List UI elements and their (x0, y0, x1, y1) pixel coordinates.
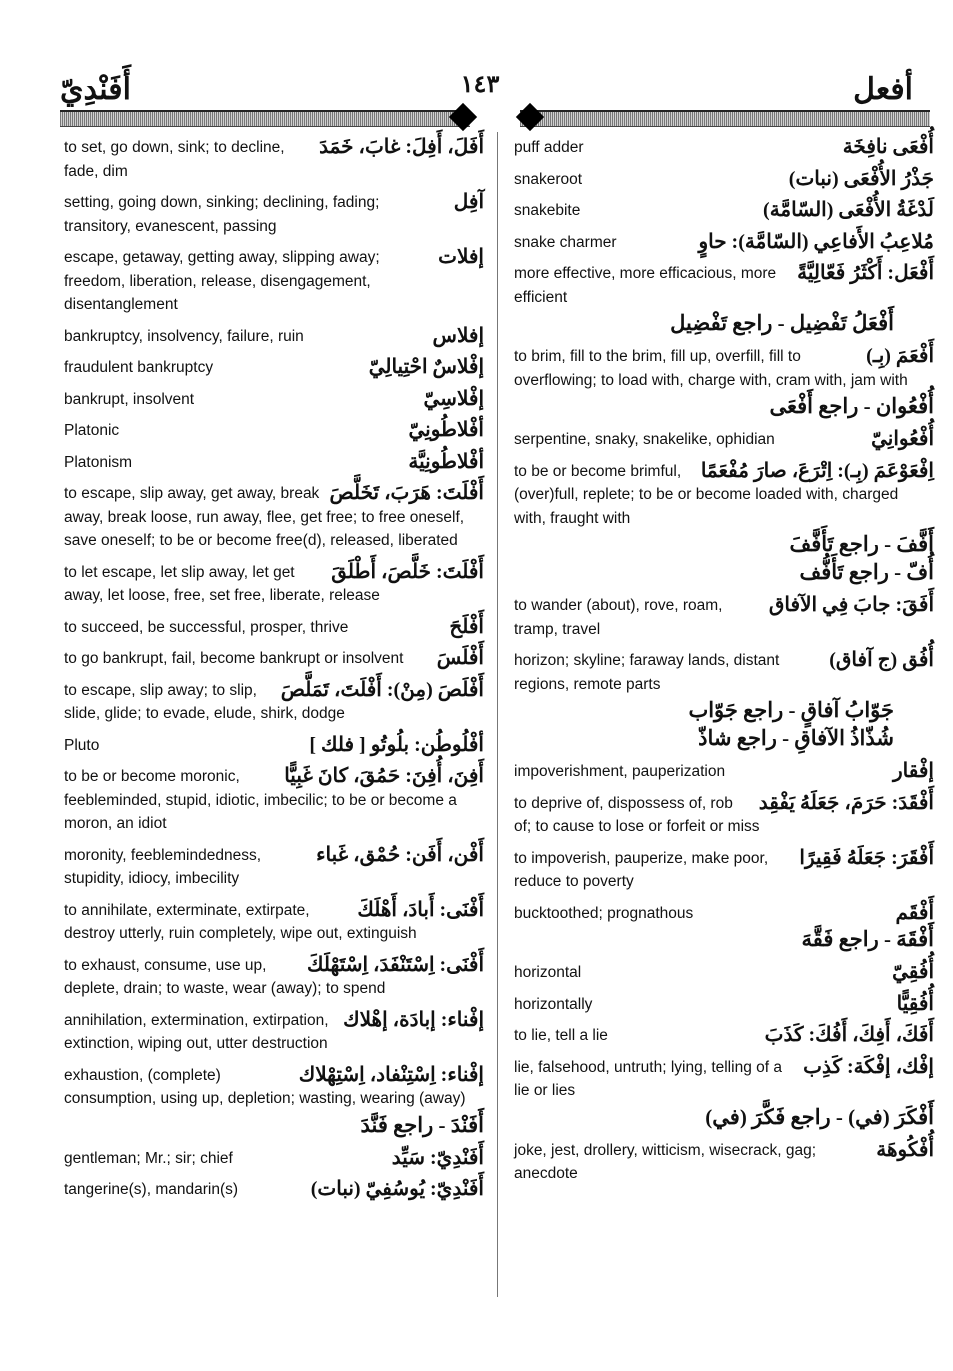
english-definition: serpentine, snaky, snakelike, ophidian (514, 431, 775, 448)
cross-reference: أَفْكَرَ (في) - راجع فَكَّرَ (في) (705, 1104, 934, 1129)
dictionary-entry (64, 451, 484, 475)
cross-reference: أَفْعَلُ تَفْضِيل - راجع تَفْضِيل (670, 311, 894, 335)
dictionary-entry (514, 847, 934, 894)
dictionary-entry (64, 388, 484, 412)
arabic-headword: لَدْغَةُ الأُفْعَى (السّامَّة) (763, 199, 934, 221)
english-definition: snake charmer (514, 233, 617, 251)
arabic-headword: أَفِنَ، أُفِنَ: حَمُقَ، كانَ غَبِيًّا (284, 765, 484, 787)
dictionary-entry (514, 136, 934, 160)
arabic-headword: أفْلاطُونِيّ (408, 419, 484, 441)
english-definition: annihilation, extermination, extirpation, extinction, wiping out, utter destruction (64, 1011, 329, 1052)
dictionary-entry (514, 649, 934, 696)
arabic-headword: جَذْرُ الأُفْعَى (نبات) (788, 167, 934, 190)
dictionary-entry (514, 961, 934, 985)
english-definition: puff adder (514, 139, 584, 156)
dictionary-entry (64, 1147, 484, 1171)
cross-reference: جَوّابُ آفاقٍ - راجع جَوّاب (688, 698, 894, 722)
dictionary-entry (514, 262, 934, 309)
dictionary-entry (64, 356, 484, 380)
english-definition: horizontal (514, 964, 582, 981)
english-definition: to deprive of, dispossess of, rob of; to cause to lose or forfeit or miss (514, 794, 760, 835)
arabic-headword: أَفَقَ: جابَ فِي الآفاق (768, 594, 934, 616)
arabic-headword: أَفَنْدِيّ: سَيِّد (391, 1146, 484, 1169)
dictionary-entry (514, 168, 934, 192)
english-definition: to let escape, let slip away, let get away, let loose, free, set free, liberate, release (64, 563, 380, 604)
left-column (64, 136, 484, 1202)
dictionary-entry (64, 191, 484, 238)
english-definition: moronity, feeblemindedness, stupidity, idiocy, imbecility (64, 846, 262, 887)
dictionary-entry (514, 1056, 934, 1103)
english-definition: to escape, slip away, get away, break away, break loose, run away, flee, get free; to free oneself, save oneself; to be or become free(d), released, liberated (64, 485, 465, 549)
english-definition: Pluto (64, 736, 100, 754)
dictionary-entry (64, 647, 484, 671)
arabic-headword: إفْك، إفْكَة: كَذِب (803, 1055, 934, 1078)
dictionary-entry (514, 460, 934, 531)
cross-reference: أَفْقَهَ - راجع فَقَّهَ (801, 927, 934, 951)
arabic-headword: أَفْن، أَفَن: حُمْق، غَباء (316, 843, 484, 866)
arabic-headword: أَفْقَدَ: حَرَمَ، جَعَلَهُ يَفْقِد (758, 791, 934, 814)
dictionary-entry (64, 899, 484, 946)
english-definition: to be or become brimful, (over)full, replete; to be or become loaded with, charged with, fraught with (514, 462, 899, 527)
english-definition: to annihilate, exterminate, extirpate, destroy utterly, ruin completely, wipe out, extinguish (64, 901, 417, 942)
english-definition: to brim, fill to the brim, fill up, overfill, fill to overflowing; to load with, charge with, cram with, jam with (514, 348, 908, 389)
right-column (514, 136, 934, 1186)
english-definition: Platonism (64, 453, 133, 471)
cross-reference: أَفَنْدَ - راجع فَنَّدَ (360, 1112, 484, 1137)
arabic-headword: أَفْقَرَ: جَعَلَهُ فَقِيرًا (799, 846, 934, 869)
cross-reference: أُفْعُوان - راجع أَفْعَى (769, 394, 934, 418)
arabic-headword: أَفْلَصَ (مِنْ): أَفْلَتَ، تَمَلَّصَ (280, 678, 484, 701)
arabic-headword: أَفَكَ، أَفِكَ، أَفُكَ: كَذَبَ (764, 1024, 934, 1046)
english-definition: horizontally (514, 995, 593, 1013)
arabic-headword: آفِل (453, 191, 484, 213)
arabic-headword: أُفُقِيّ (892, 961, 934, 983)
english-definition: to impoverish, pauperize, make poor, reduce to poverty (514, 849, 769, 890)
dictionary-entry (514, 231, 934, 255)
dictionary-entry (64, 1064, 484, 1111)
dictionary-entry (514, 1024, 934, 1048)
english-definition: to wander (about), rove, roam, tramp, travel (514, 597, 723, 638)
dictionary-entry (64, 561, 484, 608)
dictionary-entry (514, 1139, 934, 1186)
cross-reference: أَفَّفَ - راجع تَأَفَّفَ (789, 532, 934, 556)
arabic-headword: أَفْنَى: أَبادَ، أَهْلَكَ (357, 898, 484, 921)
english-definition: joke, jest, drollery, witticism, wisecrack, gag; anecdote (514, 1141, 817, 1182)
guide-word-right: أفعل (853, 73, 913, 106)
arabic-headword: أَفْلَتَ: خَلَّصَ، أَطْلَقَ (331, 560, 484, 583)
dictionary-entry (64, 1009, 484, 1056)
dictionary-entry (64, 616, 484, 640)
english-definition: tangerine(s), mandarin(s) (64, 1181, 239, 1198)
arabic-headword: أَفْلَتَ: هَرَبَ، تَخَلَّصَ (329, 482, 484, 504)
dictionary-entry (64, 136, 484, 183)
arabic-headword: أُفْعَى نافِخَة (842, 136, 934, 158)
dictionary-entry (514, 792, 934, 839)
english-definition: setting, going down, sinking; declining, fading; transitory, evanescent, passing (64, 194, 380, 235)
dictionary-entry (64, 246, 484, 317)
arabic-headword: أَفْلَحَ (449, 615, 484, 638)
dictionary-entry (64, 844, 484, 891)
header-band-right (520, 110, 930, 127)
arabic-headword: إفْناء: إبادَة، إهْلاك (343, 1008, 484, 1031)
dictionary-entry (64, 419, 484, 443)
arabic-headword: اِفْعَوْعَمَ (بِـ): اِتْرَعَ، صارَ مُفْعَمًا (700, 459, 934, 482)
dictionary-entry (514, 345, 934, 392)
arabic-headword: إفْلاسٌ احْتِيالِيّ (368, 356, 484, 378)
arabic-headword: أُفُقِيًّا (896, 992, 934, 1015)
arabic-headword: أَفْلَسَ (436, 647, 484, 669)
english-definition: more effective, more efficacious, more efficient (514, 265, 777, 306)
dictionary-entry (64, 1178, 484, 1202)
english-definition: escape, getaway, getting away, slipping away; freedom, liberation, release, disengagement, disentanglement (64, 249, 380, 313)
arabic-headword: أَفَنْدِيّ: يُوسُفِيّ (نبات) (310, 1178, 484, 1200)
arabic-headword: أَفْعَل: أَكْثَرُ فَعّالِيَّةً (797, 262, 934, 284)
dictionary-entry (64, 765, 484, 836)
english-definition: to lie, tell a lie (514, 1027, 608, 1044)
english-definition: to go bankrupt, fail, become bankrupt or insolvent (64, 650, 404, 667)
dictionary-entry (514, 993, 934, 1017)
arabic-headword: إفْلاسِيّ (423, 387, 484, 410)
arabic-headword: أفْلُوطُن: بلُوتُو [ فلك ] (309, 733, 484, 756)
english-definition: to set, go down, sink; to decline, fade, dim (64, 139, 285, 180)
arabic-headword: أُفُق (ج آفاق) (829, 649, 934, 671)
dictionary-entry (514, 594, 934, 641)
english-definition: horizon; skyline; faraway lands, distant regions, remote parts (514, 652, 780, 693)
english-definition: to succeed, be successful, prosper, thrive (64, 618, 349, 636)
dictionary-entry (514, 760, 934, 784)
dictionary-entry (64, 325, 484, 349)
arabic-headword: إفلاس (432, 324, 484, 347)
guide-word-left: أَفَنْدِيّ (60, 73, 131, 106)
english-definition: to escape, slip away; to slip, slide, glide; to evade, elude, shirk, dodge (64, 681, 345, 722)
header-band-left (60, 110, 470, 127)
dictionary-entry (64, 734, 484, 758)
page-number: ١٤٣ (460, 72, 500, 98)
dictionary-entry (64, 482, 484, 553)
english-definition: impoverishment, pauperization (514, 763, 726, 780)
arabic-headword: أفْلاطُونِيَّة (408, 450, 484, 473)
dictionary-entry (64, 954, 484, 1001)
english-definition: lie, falsehood, untruth; lying, telling of a lie or lies (514, 1058, 782, 1099)
english-definition: exhaustion, (complete) consumption, using up, depletion; wasting, wearing (away) (64, 1066, 466, 1107)
english-definition: to be or become moronic, feebleminded, stupid, idiotic, imbecilic; to be or become a moron, an idiot (64, 768, 457, 832)
dictionary-entry (514, 428, 934, 452)
english-definition: bankruptcy, insolvency, failure, ruin (64, 327, 304, 345)
english-definition: fraudulent bankruptcy (64, 359, 214, 376)
arabic-headword: إفلات (438, 246, 484, 268)
english-definition: snakebite (514, 202, 581, 219)
english-definition: to exhaust, consume, use up, deplete, drain; to waste, wear (away); to spend (64, 956, 386, 997)
arabic-headword: أَفَلَ، أَفِلَ: غابَ، خَمَدَ (319, 136, 484, 158)
dictionary-entry (514, 902, 934, 926)
arabic-headword: أَفْقَم (895, 901, 934, 924)
arabic-headword: أَفْنَى: اِسْتَنْفَدَ، اِسْتَهْلَكَ (307, 953, 484, 976)
dictionary-entry (64, 679, 484, 726)
cross-reference: أُفّ - راجع تَأَفُّف (799, 560, 934, 584)
column-divider (497, 132, 498, 1297)
english-definition: snakeroot (514, 170, 583, 188)
english-definition: bankrupt, insolvent (64, 390, 195, 408)
english-definition: gentleman; Mr.; sir; chief (64, 1149, 233, 1167)
arabic-headword: أُفْكُوهَة (876, 1138, 934, 1161)
arabic-headword: إفْقار (893, 760, 934, 782)
arabic-headword: مُلاعِبُ الأَفاعِي (السّامَّة): حاوٍ (698, 230, 934, 253)
arabic-headword: أُفْعُوانِيّ (871, 428, 934, 450)
dictionary-entry (514, 199, 934, 223)
arabic-headword: أَفْعَمَ (بِـ) (866, 345, 934, 367)
cross-reference: شُذّاذُ الآفاقِ - راجع شاذّ (698, 726, 894, 750)
english-definition: Platonic (64, 422, 120, 439)
arabic-headword: إفْناء: اِسْتِنْفاد، اِسْتِهْلاك (298, 1063, 484, 1086)
english-definition: bucktoothed; prognathous (514, 904, 694, 922)
